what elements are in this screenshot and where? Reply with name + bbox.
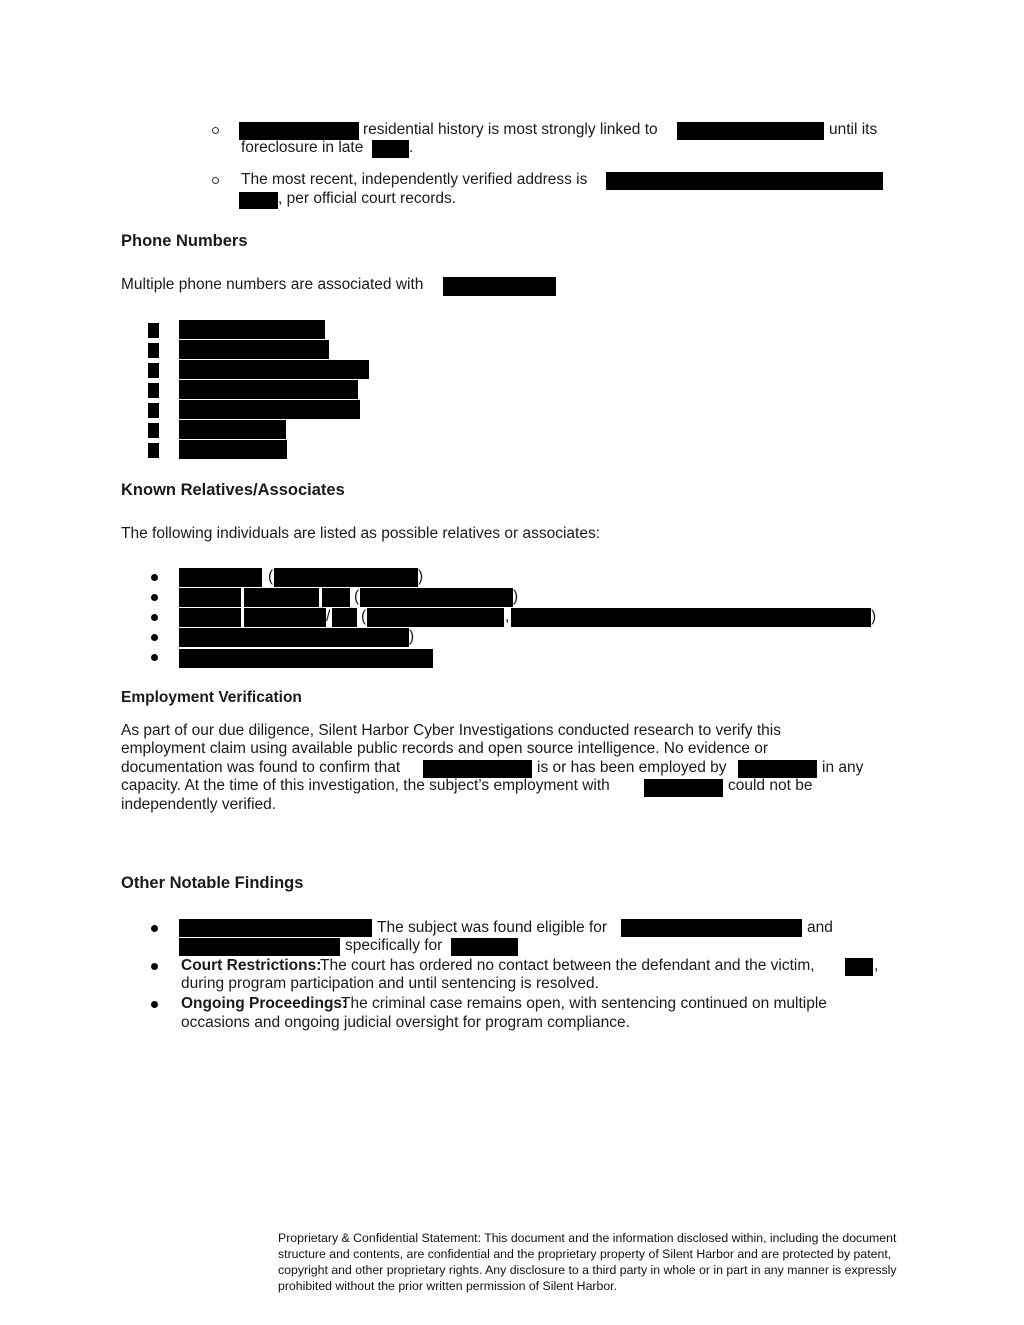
- court-restrictions-label: Court Restrictions:: [181, 957, 322, 974]
- ongoing-proceedings-text: The criminal case remains open, with sentencing continued on multiple: [341, 995, 827, 1012]
- bullet-icon: [151, 1001, 158, 1008]
- redaction-block: [677, 122, 824, 140]
- redaction-block: [644, 779, 723, 797]
- employment-line4-a: capacity. At the time of this investigation, the subject’s employment with: [121, 777, 610, 794]
- sub-bullet-icon: [212, 177, 219, 184]
- square-bullet-icon: [148, 383, 159, 398]
- footer-line: copyright and other proprietary rights. Any disclosure to a third party in whole or in part in any manner is expressly: [278, 1263, 897, 1277]
- employment-line4-b: could not be: [728, 777, 813, 794]
- redacted-phone-number: [179, 440, 287, 459]
- redacted-relationship: [274, 568, 418, 587]
- residence-line2-text: foreclosure in late: [241, 139, 364, 156]
- employment-line3-c: in any: [822, 759, 864, 776]
- residence-line2-period: .: [409, 139, 414, 156]
- redaction-block: [443, 277, 556, 296]
- relative2-close-paren: ): [513, 588, 519, 605]
- court-restrictions-comma: ,: [874, 957, 879, 974]
- footer-line: structure and contents, are confidential and the proprietary property of Silent Harbor and are protected by patent,: [278, 1247, 892, 1261]
- footer-line: Proprietary & Confidential Statement: This document and the information disclosed within, including the document: [278, 1231, 897, 1245]
- redacted-name: [179, 649, 433, 668]
- employment-line1: As part of our due diligence, Silent Harbor Cyber Investigations conducted research to verify this: [121, 722, 781, 739]
- redacted-name: [179, 568, 262, 587]
- employment-heading: Employment Verification: [121, 689, 302, 706]
- employment-line3-a: documentation was found to confirm that: [121, 759, 401, 776]
- ongoing-proceedings-label: Ongoing Proceedings:: [181, 995, 348, 1012]
- relative3-slash: /: [326, 608, 331, 625]
- relative3-close-paren: ): [871, 608, 877, 625]
- relative3-open-paren: (: [361, 608, 367, 625]
- finding1-text-a: The subject was found eligible for: [377, 919, 608, 936]
- redacted-name: [244, 588, 319, 607]
- ongoing-proceedings-line2: occasions and ongoing judicial oversight for program compliance.: [181, 1014, 630, 1031]
- redaction-block: [606, 172, 883, 190]
- bullet-icon: [151, 614, 158, 621]
- redacted-phone-number: [179, 320, 325, 339]
- residence-line1-text-end: until its: [829, 121, 878, 138]
- sub-bullet-icon: [212, 127, 219, 134]
- redaction-block: [179, 938, 340, 956]
- employment-line3-b: is or has been employed by: [537, 759, 727, 776]
- redacted-phone-number: [179, 360, 369, 379]
- bullet-icon: [151, 963, 158, 970]
- redacted-name: [322, 588, 350, 607]
- bullet-icon: [151, 654, 158, 661]
- employment-line5: independently verified.: [121, 796, 277, 813]
- square-bullet-icon: [148, 363, 159, 378]
- footer-line: prohibited without the prior written permission of Silent Harbor.: [278, 1279, 618, 1293]
- bullet-icon: [151, 925, 158, 932]
- finding1-text-c: specifically for: [345, 937, 443, 954]
- redacted-relationship: [367, 608, 504, 627]
- relative4-close-paren: ): [409, 628, 415, 645]
- redacted-name: [179, 628, 409, 647]
- redaction-block: [372, 140, 409, 158]
- square-bullet-icon: [148, 323, 159, 338]
- redacted-phone-number: [179, 340, 329, 359]
- redacted-relationship: [360, 588, 513, 607]
- confidentiality-footer: [278, 1230, 948, 1294]
- court-restrictions-text: The court has ordered no contact between the defendant and the victim,: [320, 957, 815, 974]
- address-line2-text: , per official court records.: [278, 190, 457, 207]
- redaction-block: [239, 192, 278, 209]
- residence-line1-text: residential history is most strongly linked to: [363, 121, 658, 138]
- bullet-icon: [151, 634, 158, 641]
- redacted-phone-number: [179, 400, 360, 419]
- bullet-icon: [151, 594, 158, 601]
- relative2-open-paren: (: [354, 588, 360, 605]
- square-bullet-icon: [148, 423, 159, 438]
- relative1-open-paren: (: [268, 568, 274, 585]
- square-bullet-icon: [148, 343, 159, 358]
- relatives-heading: Known Relatives/Associates: [121, 481, 345, 499]
- findings-heading: Other Notable Findings: [121, 874, 304, 892]
- court-restrictions-line2: during program participation and until sentencing is resolved.: [181, 975, 599, 992]
- bullet-icon: [151, 574, 158, 581]
- phone-intro-text: Multiple phone numbers are associated with: [121, 276, 424, 293]
- redacted-name: [332, 608, 357, 627]
- redacted-phone-number: [179, 380, 358, 399]
- relative1-close-paren: ): [418, 568, 424, 585]
- employment-line2: employment claim using available public records and open source intelligence. No evidence or: [121, 740, 769, 757]
- relative3-comma: ,: [505, 608, 510, 625]
- redacted-name: [179, 608, 241, 627]
- redaction-block: [179, 919, 372, 937]
- redaction-block: [621, 919, 802, 937]
- phone-numbers-heading: Phone Numbers: [121, 232, 248, 250]
- relatives-intro-text: The following individuals are listed as possible relatives or associates:: [121, 525, 601, 542]
- address-line1-text: The most recent, independently verified address is: [241, 171, 588, 188]
- redacted-relationship: [511, 608, 871, 627]
- finding1-text-b: and: [807, 919, 833, 936]
- square-bullet-icon: [148, 403, 159, 418]
- square-bullet-icon: [148, 443, 159, 458]
- redaction-block: [451, 938, 518, 956]
- redacted-phone-number: [179, 420, 286, 439]
- redacted-name: [244, 608, 326, 627]
- redacted-name: [179, 588, 241, 607]
- redaction-block: [845, 958, 873, 976]
